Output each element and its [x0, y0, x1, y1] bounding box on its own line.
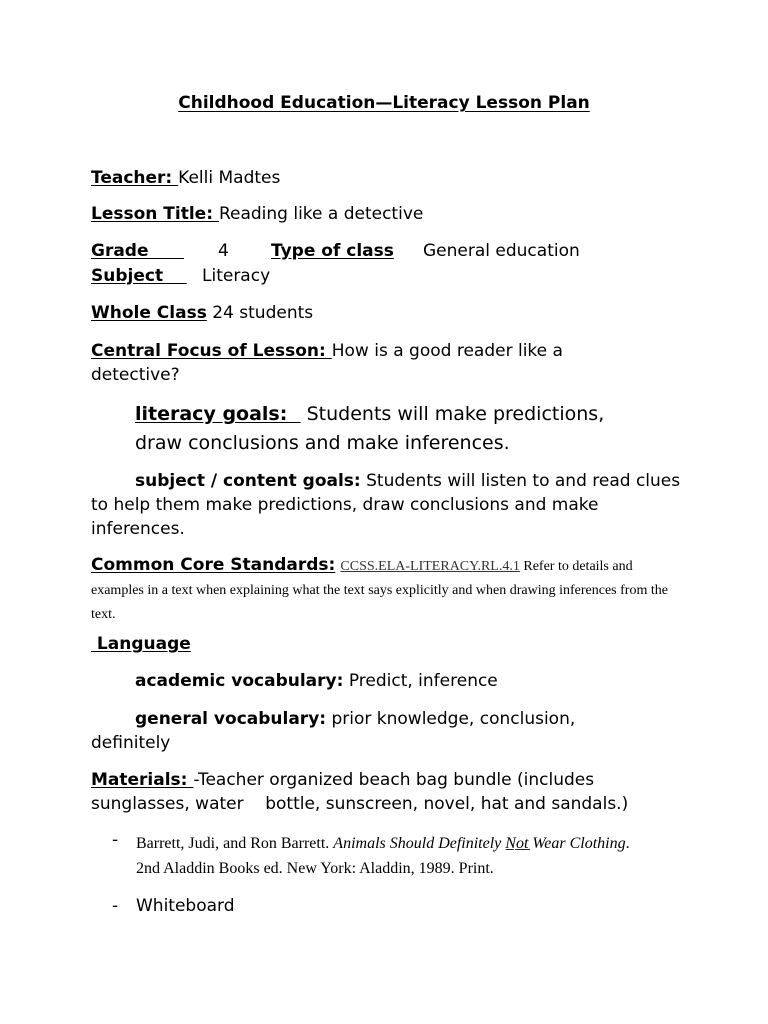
ccss-code-link[interactable]: CCSS.ELA-LITERACY.RL.4.1 [340, 559, 520, 574]
whole-class-value: 24 students [212, 303, 314, 323]
language-heading [91, 634, 191, 654]
materials-block [91, 768, 651, 816]
general-vocab-block [91, 707, 611, 755]
content-goals-value: Students will listen to and read clues to help them make predictions, draw conclusions and make inferences. [91, 471, 681, 539]
grade-line [91, 241, 580, 261]
academic-vocab-value: Predict, inference [348, 671, 498, 691]
citation-rest: . 2nd Aladdin Books ed. New York: Aladdin, 1989. Print. [136, 835, 630, 877]
academic-vocab-line [135, 671, 498, 691]
teacher-value: Kelli Madtes [178, 168, 281, 188]
document-title: Childhood Education—Literacy Lesson Plan [178, 93, 590, 113]
general-vocab-value: prior knowledge, conclusion, definitely [91, 709, 576, 753]
central-focus-label: Central Focus of Lesson: [91, 341, 332, 361]
lesson-title-line [91, 204, 423, 224]
subject-line [91, 266, 271, 286]
content-goals-block [91, 469, 691, 541]
teacher-label: Teacher: [91, 168, 179, 188]
teacher-line [91, 168, 280, 188]
literacy-goals-block [135, 400, 655, 458]
whole-class-label: Whole Class [91, 303, 207, 323]
bullet-marker: - [112, 830, 119, 850]
subject-label: Subject [91, 266, 187, 286]
citation-block [136, 831, 636, 881]
grade-label: Grade [91, 241, 185, 261]
whiteboard-item: Whiteboard [136, 896, 235, 916]
type-of-class-label: Type of class [271, 241, 394, 261]
grade-value: 4 [218, 241, 229, 261]
citation-title: Animals Should Definitely N̲o̲t̲ Wear Clothing [333, 835, 626, 852]
language-label: Language [96, 634, 191, 654]
academic-vocab-label: academic vocabulary: [135, 671, 344, 691]
materials-value: -Teacher organized beach bag bundle (includes sunglasses, water bottle, sunscreen, novel, hat and sandals.) [91, 770, 629, 814]
lesson-title-label: Lesson Title: [91, 204, 219, 224]
lesson-title-value: Reading like a detective [218, 204, 424, 224]
general-vocab-label: general vocabulary: [135, 709, 327, 729]
citation-authors: Barrett, Judi, and Ron Barrett. [136, 835, 330, 852]
common-core-block [91, 554, 681, 626]
whole-class-line [91, 303, 313, 323]
literacy-goals-value: Students will make predictions, draw conclusions and make inferences. [135, 403, 605, 454]
central-focus-block [91, 339, 611, 387]
content-goals-label: subject / content goals: [135, 471, 361, 491]
literacy-goals-label: literacy goals: [135, 403, 301, 425]
subject-value: Literacy [202, 266, 271, 286]
materials-label: Materials: [91, 770, 194, 790]
common-core-label: Common Core Standards: [91, 555, 336, 575]
ccss-text: Refer to details and examples in a text when explaining what the text says explicitly and when drawing inferences from the text. [91, 559, 668, 622]
bullet-marker: - [112, 896, 119, 916]
type-of-class-value: General education [423, 241, 580, 261]
central-focus-value: How is a good reader like a detective? [91, 341, 563, 385]
